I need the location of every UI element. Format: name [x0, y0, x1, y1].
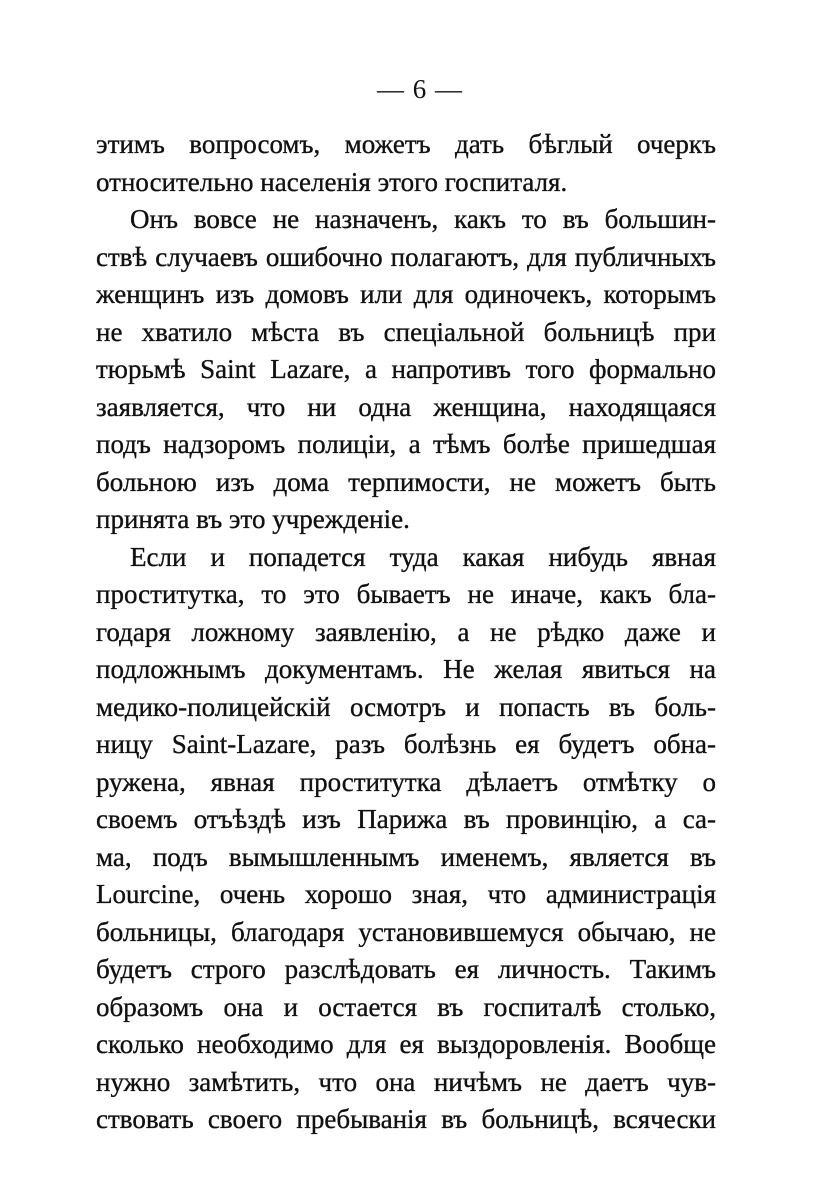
text-line: образомъ она и остается въ госпиталѣ столько, — [96, 991, 716, 1022]
text-line: заявляется, что ни одна женщина, находящаяся — [96, 391, 716, 422]
text-line: ствовать своего пребыванія въ больницѣ, всячески — [96, 1104, 716, 1134]
text-line: Если и попадется туда какая нибудь явная — [130, 541, 716, 572]
text-line: принята въ это учрежденіе. — [96, 504, 410, 534]
page-number: — 6 — — [377, 74, 463, 104]
text-line: подложнымъ документамъ. Не желая явиться на — [96, 654, 716, 684]
text-line: тюрьмѣ Saint Lazare, а напротивъ того формально — [96, 354, 716, 384]
text-line: этимъ вопросомъ, можетъ дать бѣглый очеркъ — [96, 129, 716, 159]
paragraph-3 — [96, 539, 716, 1139]
text-line: нужно замѣтить, что она ничѣмъ не даетъ чув- — [96, 1066, 716, 1097]
text-line: Онъ вовсе не назначенъ, какъ то въ большин- — [130, 204, 716, 234]
text-line: Lourcine, очень хорошо зная, что администрація — [96, 879, 716, 909]
text-line: не хватило мѣста въ спеціальной больницѣ при — [96, 316, 716, 347]
text-line: больною изъ дома терпимости, не можетъ быть — [96, 466, 716, 497]
text-line: медико-полицейскій осмотръ и попасть въ боль- — [96, 691, 716, 722]
body-text — [96, 126, 716, 1139]
text-line: ницу Saint-Lazare, разъ болѣзнь ея будетъ обна- — [96, 729, 716, 759]
paragraph-2 — [96, 201, 716, 539]
paragraph-1 — [96, 126, 716, 201]
text-line: ствѣ случаевъ ошибочно полагаютъ, для публичныхъ — [96, 241, 716, 272]
text-line: подъ надзоромъ полиціи, а тѣмъ болѣе пришедшая — [96, 429, 716, 459]
text-line: будетъ строго разслѣдовать ея личность. Такимъ — [96, 954, 716, 984]
text-line: больницы, благодаря установившемуся обычаю, не — [96, 916, 716, 947]
text-line: своемъ отъѣздѣ изъ Парижа въ провинцію, а са- — [96, 804, 716, 834]
text-line: относительно населенія этого госпиталя. — [96, 166, 568, 197]
text-line: ружена, явная проститутка дѣлаетъ отмѣтку о — [96, 766, 716, 797]
text-line: ма, подъ вымышленнымъ именемъ, является въ — [96, 841, 716, 872]
text-line: годаря ложному заявленію, а не рѣдко даже и — [96, 616, 716, 647]
text-line: проститутка, то это бываетъ не иначе, какъ бла- — [96, 579, 716, 609]
text-line: сколько необходимо для ея выздоровленія. Вообще — [96, 1029, 716, 1059]
text-line: женщинъ изъ домовъ или для одиночекъ, которымъ — [96, 279, 716, 309]
